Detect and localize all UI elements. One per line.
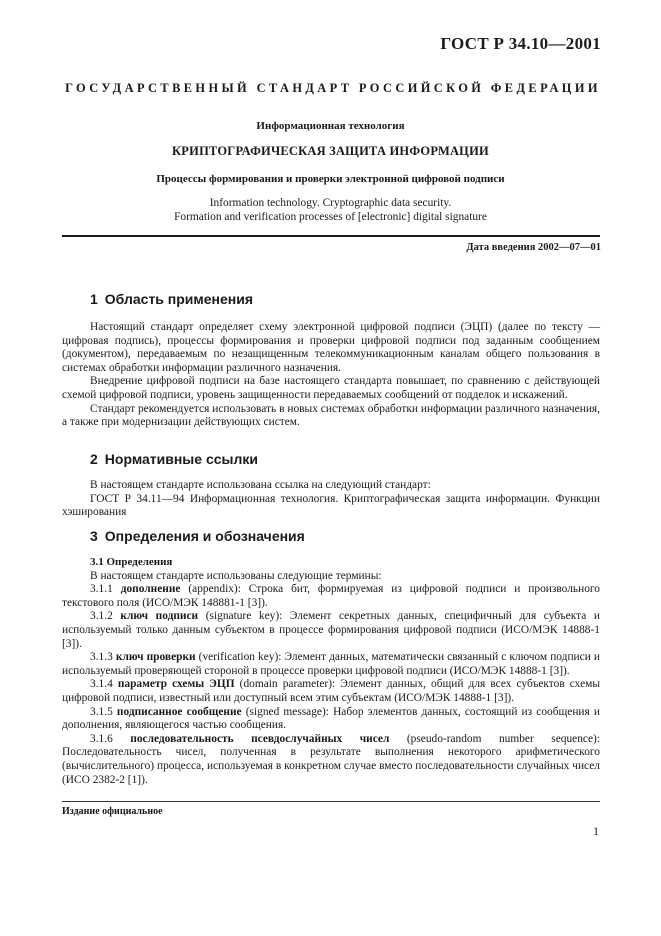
definition-number: 3.1.1 bbox=[90, 583, 113, 596]
definition-term: дополнение bbox=[120, 583, 181, 596]
section-1-body bbox=[62, 321, 600, 430]
section-2-number: 2 bbox=[90, 451, 98, 467]
definition-term: ключ проверки bbox=[115, 651, 196, 664]
section-3-body bbox=[62, 556, 600, 787]
document-id: ГОСТ Р 34.10—2001 bbox=[440, 34, 601, 53]
section-1-heading bbox=[90, 291, 253, 307]
definition-term: ключ подписи bbox=[120, 610, 199, 623]
english-title bbox=[60, 196, 601, 224]
definition-item bbox=[62, 610, 600, 651]
definition-item bbox=[62, 678, 600, 705]
header-divider bbox=[62, 235, 600, 237]
definition-text: (verification key): Элемент данных, математически связанный с ключом подписи и используемый проверяющей стороной в процессе проверки цифровой подписи (ИСО/МЭК 14888-1 [3]). bbox=[62, 651, 600, 677]
definition-item bbox=[62, 733, 600, 787]
section-1-paragraph: Стандарт рекомендуется использовать в новых системах обработки информации различного назначения, а также при модернизации действующих систем. bbox=[62, 402, 600, 429]
definition-text: (signed message): Набор элементов данных, состоящий из сообщения и дополнения, являющегося частью сообщения. bbox=[62, 705, 600, 732]
section-2-heading bbox=[90, 451, 258, 467]
subject-line: Информационная технология bbox=[256, 120, 405, 132]
section-2-paragraph: ГОСТ Р 34.11—94 Информационная технология. Криптографическая защита информации. Функции хэширования bbox=[62, 492, 600, 519]
page-number: 1 bbox=[593, 824, 599, 838]
state-standard-banner: ГОСУДАРСТВЕННЫЙ СТАНДАРТ РОССИЙСКОЙ ФЕДЕРАЦИИ bbox=[65, 81, 601, 95]
definition-text: (pseudo-random number sequence): Последовательность чисел, полученная в результате выполнения некоторого арифметического (вычислительного) процесса, используемая в конкретном случае вместо последовательности случайных чисел (ИСО 2382-2 [1]). bbox=[62, 732, 600, 786]
section-1-title: Область применения bbox=[104, 291, 254, 307]
section-2-body bbox=[62, 479, 600, 520]
definitions-intro: В настоящем стандарте использованы следующие термины: bbox=[90, 569, 382, 582]
section-1-paragraph: Внедрение цифровой подписи на базе настоящего стандарта повышает, по сравнению с действующей схемой цифровой подписи, уровень защищенности передаваемых сообщений от подделок и искажений. bbox=[62, 375, 600, 401]
subsection-heading: 3.1 Определения bbox=[90, 556, 173, 568]
intro-date: Дата введения 2002—07—01 bbox=[466, 242, 601, 253]
section-2-paragraph: В настоящем стандарте использована ссылка на следующий стандарт: bbox=[90, 479, 431, 491]
edition-label: Издание официальное bbox=[62, 806, 163, 817]
definition-term: параметр схемы ЭЦП bbox=[117, 678, 235, 691]
definition-text: (signature key): Элемент секретных данных, специфичный для субъекта и используемый только данным субъектом в процессе формирования цифровой подписи (ИСО/МЭК 14888-1 [3]). bbox=[62, 610, 600, 650]
english-title-line1: Information technology. Cryptographic data security. bbox=[209, 197, 452, 209]
definition-number: 3.1.5 bbox=[90, 705, 113, 718]
document-title: КРИПТОГРАФИЧЕСКАЯ ЗАЩИТА ИНФОРМАЦИИ bbox=[172, 144, 489, 158]
section-1-paragraph: Настоящий стандарт определяет схему электронной цифровой подписи (ЭЦП) (далее по тексту — цифровая подпись), процессы формирования и проверки цифровой подписи под заданным сообщением (документом), передаваемым по незащищенным телекоммуникационным каналам общего пользования в системах обработки информации различного назначения. bbox=[62, 321, 600, 374]
footer-divider bbox=[62, 801, 600, 802]
definition-item bbox=[62, 706, 600, 733]
definition-number: 3.1.3 bbox=[90, 651, 113, 664]
document-subtitle: Процессы формирования и проверки электронной цифровой подписи bbox=[156, 173, 505, 185]
section-3-title: Определения и обозначения bbox=[104, 528, 305, 544]
definition-number: 3.1.2 bbox=[90, 610, 113, 623]
definition-item bbox=[62, 651, 600, 678]
definition-text: (appendix): Строка бит, формируемая из цифровой подписи и произвольного текстового поля (ИСО/МЭК 148881-1 [3]). bbox=[62, 583, 600, 609]
section-1-number: 1 bbox=[90, 291, 98, 307]
english-title-line2: Formation and verification processes of [electronic] digital signature bbox=[174, 211, 487, 223]
section-3-number: 3 bbox=[90, 528, 98, 544]
section-3-heading bbox=[90, 528, 305, 544]
definition-item bbox=[62, 583, 600, 610]
definition-text: (domain parameter): Элемент данных, общий для всех субъектов схемы цифровой подписи, известный или доступный всем этим субъектам (ИСО/МЭК 14888-1 [3]). bbox=[62, 678, 600, 704]
definition-number: 3.1.4 bbox=[90, 678, 113, 691]
definition-term: подписанное сообщение bbox=[116, 705, 242, 718]
definition-number: 3.1.6 bbox=[90, 732, 113, 745]
definition-term: последовательность псевдослучайных чисел bbox=[130, 732, 390, 745]
section-2-title: Нормативные ссылки bbox=[104, 451, 258, 467]
